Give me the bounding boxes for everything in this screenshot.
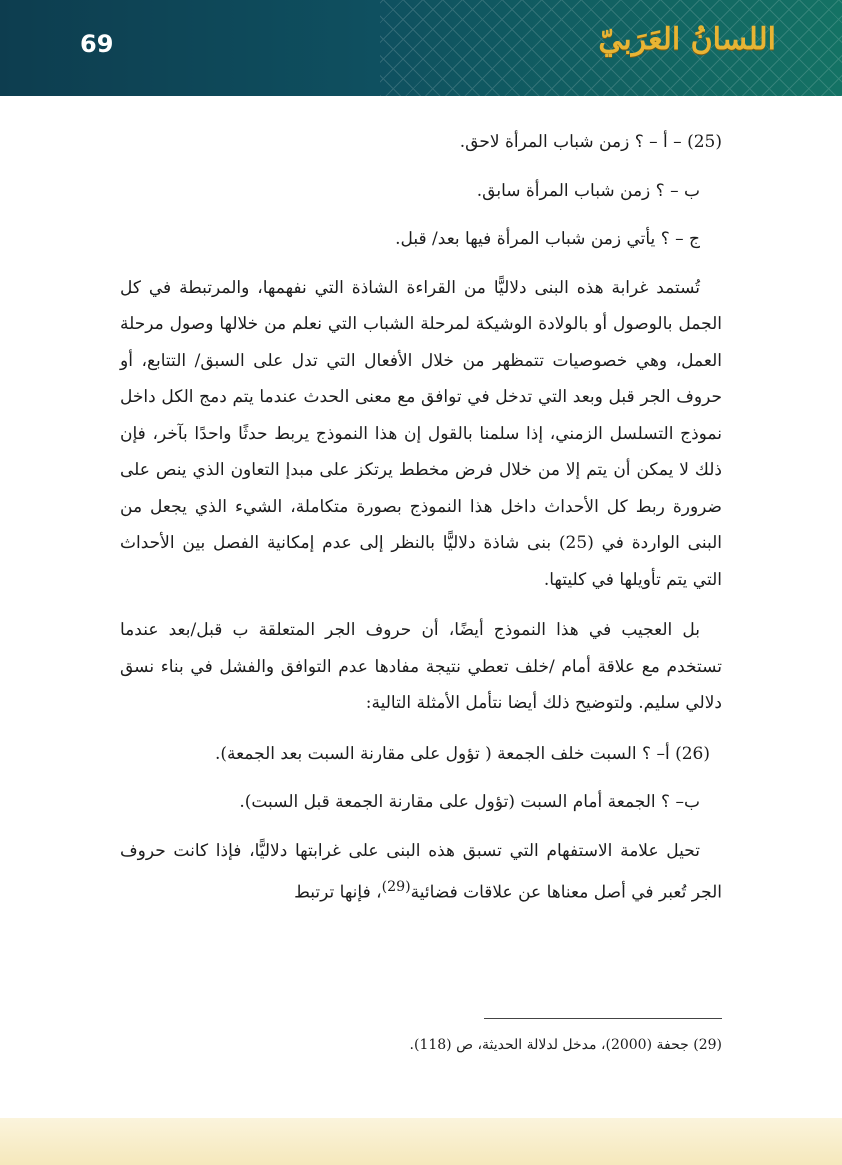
example-25b: ب – ؟ زمن شباب المرأة سابق. xyxy=(476,180,700,201)
example-26b: ب– ؟ الجمعة أمام السبت (تؤول على مقارنة الجمعة قبل السبت). xyxy=(239,792,700,812)
body-paragraph: تُستمد غرابة هذه البنى دلاليًّا من القراءة الشاذة التي نفهمها، والمرتبطة في كل الجمل بالوصول أو بالولادة الوشيكة لمرحلة الشباب التي نعلم من خلالها وصول مرحلة العمل، وهي خصوصيات تتمظهر من خلال الأفعال التي تدل على السبق/ التتابع، أو حروف الجر قبل وبعد التي تدخل في توافق مع معنى الحدث عندما يتم دمج الكل داخل نموذج التسلسل الزمني، إذا سلمنا بالقول إن هذا النموذج يربط حدثًا واحدًا بآخر، فإن ذلك لا يمكن أن يتم إلا من خلال فرض مخطط يرتكز على مبدإ التعاون الذي ينص على ضرورة ربط كل الأحداث داخل هذا النموذج بصورة متكاملة، الشيء الذي يجعل من البنى الواردة في (25) بنى شاذة دلاليًّا بالنظر إلى عدم إمكانية الفصل بين الأحداث التي يتم تأويلها في كليتها. xyxy=(120,277,722,590)
example-25c: ج – ؟ يأتي زمن شباب المرأة فيها بعد/ قبل. xyxy=(395,229,700,249)
closing-text: تحيل علامة الاستفهام التي تسبق هذه البنى على غرابتها دلاليًّا، فإذا كانت حروف الجر تُعبر في أصل معناها عن علاقات فضائية xyxy=(120,840,722,903)
closing-text-end: ، فإنها ترتبط xyxy=(294,882,382,903)
journal-title-logo: اللسانُ العَرَبيّ xyxy=(598,22,776,57)
footnote-reference[interactable]: (29) xyxy=(381,879,411,895)
page-header xyxy=(0,0,842,96)
page-footer-band xyxy=(0,1118,842,1165)
example-26a: (26) أ– ؟ السبت خلف الجمعة ( تؤول على مقارنة السبت بعد الجمعة). xyxy=(214,743,710,764)
closing-paragraph xyxy=(120,833,722,912)
page-number: 69 xyxy=(80,30,114,58)
body-paragraph: بل العجيب في هذا النموذج أيضًا، أن حروف الجر المتعلقة ب قبل/بعد عندما تستخدم مع علاقة أمام /خلف تعطي نتيجة مفادها عدم التوافق والفشل في بناء نسق دلالي سليم. ولتوضيح ذلك أيضا نتأمل الأمثلة التالية: xyxy=(120,620,722,713)
example-25a: (25) – أ – ؟ زمن شباب المرأة لاحق. xyxy=(459,132,722,152)
footnote-divider xyxy=(484,1018,722,1019)
article-body xyxy=(120,124,722,925)
footnote-29: (29) جحفة (2000)، مدخل لدلالة الحديثة، ص (118). xyxy=(409,1037,722,1053)
